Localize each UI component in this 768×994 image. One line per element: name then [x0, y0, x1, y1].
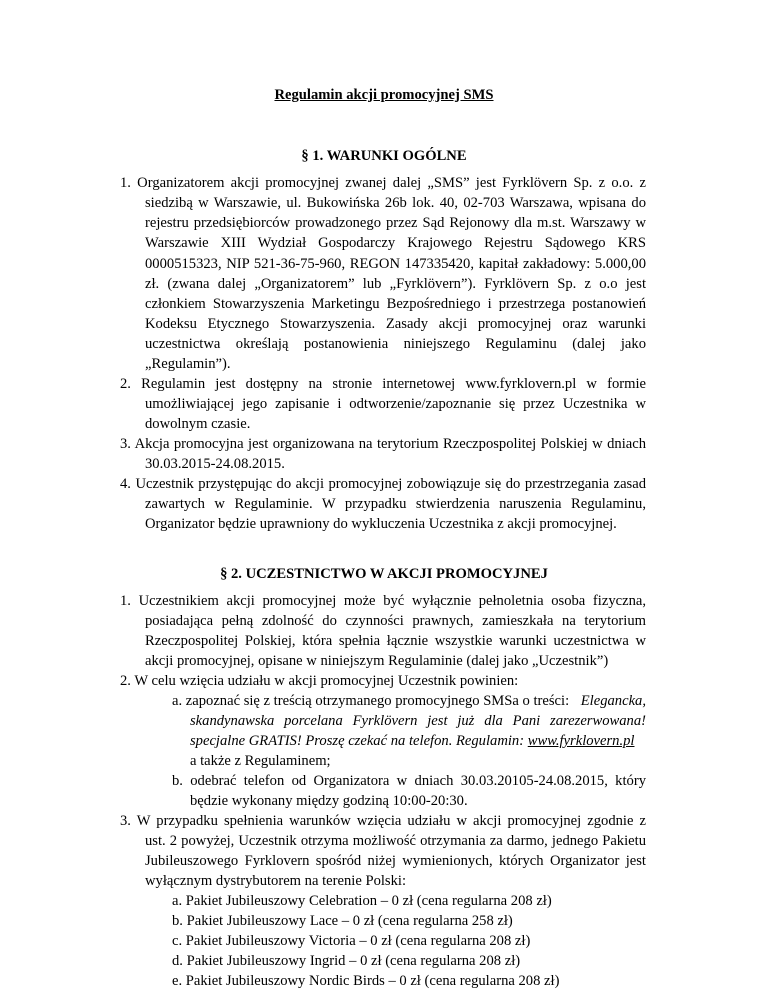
s1-line: Warszawie XIII Wydział Gospodarczy Krajowego Rejestru Sądowego KRS: [145, 235, 646, 251]
regulamin-link[interactable]: www.fyrklovern.pl: [527, 733, 635, 749]
s1-line: Organizator będzie uprawniony do wykluczenia Uczestnika z akcji promocyjnej.: [145, 516, 617, 532]
s1-line: zł. (zwana dalej „Organizatorem” lub „Fyrklövern”). Fyrklövern Sp. z o.o jest: [145, 276, 646, 292]
s1-line: członkiem Stowarzyszenia Marketingu Bezpośredniego i przestrzega postanowień: [145, 296, 646, 312]
s1-line: siedzibą w Warszawie, ul. Bukowińska 26b lok. 40, 02-703 Warszawa, wpisana do: [145, 195, 646, 211]
s2-line: ust. 2 powyżej, Uczestnik otrzyma możliwość otrzymania za darmo, jednego Pakietu: [145, 833, 646, 849]
s1-line: 0000515323, NIP 521-36-75-960, REGON 147335420, kapitał zakładowy: 5.000,00: [145, 256, 646, 272]
s2-line: 2. W celu wzięcia udziału w akcji promocyjnej Uczestnik powinien:: [120, 673, 519, 689]
document-title: Regulamin akcji promocyjnej SMS: [274, 87, 494, 103]
s1-line: 4. Uczestnik przystępując do akcji promocyjnej zobowiązuje się do przestrzegania zasad: [120, 476, 646, 492]
package-item: e. Pakiet Jubileuszowy Nordic Birds – 0 zł (cena regularna 208 zł): [172, 973, 560, 989]
s2-line: wyłącznym dystrybutorem na terenie Polski:: [145, 873, 407, 889]
package-item: a. Pakiet Jubileuszowy Celebration – 0 zł (cena regularna 208 zł): [172, 893, 552, 909]
s2-line: [172, 691, 646, 711]
s2-line: [190, 711, 646, 731]
s1-line: dowolnym czasie.: [145, 416, 251, 432]
s1-line: uczestnictwa określają postanowienia niniejszego Regulaminu (dalej jako: [145, 336, 646, 352]
s1-line: Kodeksu Etycznego Stowarzyszenia. Zasady akcji promocyjnej oraz warunki: [145, 316, 646, 332]
s1-line: zawartych w Regulaminie. W przypadku stwierdzenia naruszenia Regulaminu,: [145, 496, 646, 512]
section-1-heading: § 1. WARUNKI OGÓLNE: [301, 148, 467, 164]
s2-line: Rzeczpospolitej Polskiej, która spełnia łącznie wszystkie warunki uczestnictwa w: [145, 633, 646, 649]
package-item: d. Pakiet Jubileuszowy Ingrid – 0 zł (cena regularna 208 zł): [172, 953, 521, 969]
sms-text-italic: Elegancka,: [580, 693, 646, 709]
s2-line: 3. W przypadku spełnienia warunków wzięcia udziału w akcji promocyjnej zgodnie z: [120, 813, 646, 829]
s2-line: b. odebrać telefon od Organizatora w dniach 30.03.20105-24.08.2015, który: [172, 773, 646, 789]
package-item: c. Pakiet Jubileuszowy Victoria – 0 zł (cena regularna 208 zł): [172, 933, 531, 949]
s1-line: 2. Regulamin jest dostępny na stronie internetowej www.fyrklovern.pl w formie: [120, 376, 646, 392]
s2-line: akcji promocyjnej, opisane w niniejszym Regulaminie (dalej jako „Uczestnik”): [145, 653, 609, 669]
s1-line: umożliwiającej jego zapisanie i odtworzenie/zapoznanie się przez Uczestnika w: [145, 396, 646, 412]
s2-line-text: a. zapoznać się z treścią otrzymanego promocyjnego SMSa o treści:: [172, 693, 570, 709]
s2-line: Jubileuszowego Fyrklovern spośród niżej wymienionych, których Organizator jest: [145, 853, 646, 869]
s1-line: rejestru przedsiębiorców prowadzonego przez Sąd Rejonowy dla m.st. Warszawy w: [145, 215, 646, 231]
s2-line: posiadająca pełną zdolność do czynności prawnych, zamieszkała na terytorium: [145, 613, 646, 629]
s1-line: 3. Akcja promocyjna jest organizowana na terytorium Rzeczpospolitej Polskiej w dniach: [120, 436, 646, 452]
s1-line: 30.03.2015-24.08.2015.: [145, 456, 285, 472]
s2-line: a także z Regulaminem;: [190, 753, 331, 769]
section-2-heading: § 2. UCZESTNICTWO W AKCJI PROMOCYJNEJ: [220, 566, 548, 582]
s1-line: „Regulamin”).: [145, 356, 231, 372]
s1-line: 1. Organizatorem akcji promocyjnej zwanej dalej „SMS” jest Fyrklövern Sp. z o.o. z: [120, 175, 646, 191]
sms-text-italic: specjalne GRATIS! Proszę czekać na telefon. Regulamin:: [190, 733, 525, 749]
s2-line: będzie wykonany między godziną 10:00-20:30.: [190, 793, 468, 809]
package-item: b. Pakiet Jubileuszowy Lace – 0 zł (cena regularna 258 zł): [172, 913, 513, 929]
s2-line: 1. Uczestnikiem akcji promocyjnej może być wyłącznie pełnoletnia osoba fizyczna,: [120, 593, 646, 609]
s2-line: [190, 731, 634, 751]
sms-text-italic: skandynawska porcelana Fyrklövern jest już dla Pani zarezerwowana!: [190, 713, 646, 729]
